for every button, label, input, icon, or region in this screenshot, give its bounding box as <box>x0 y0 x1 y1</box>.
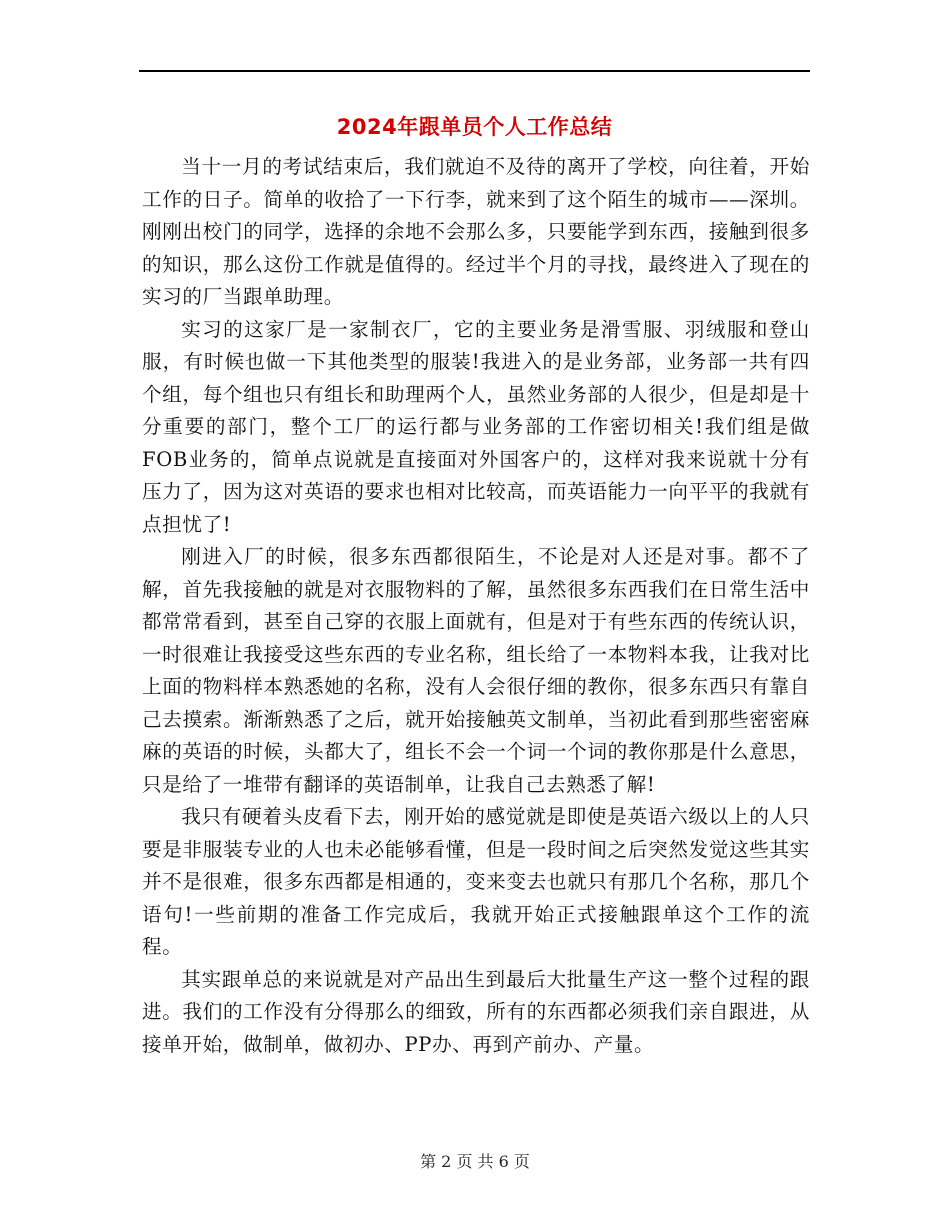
document-title: 2024年跟单员个人工作总结 <box>336 115 613 139</box>
header-rule <box>139 70 810 72</box>
paragraph: 刚进入厂的时候，很多东西都很陌生，不论是对人还是对事。都不了解，首先我接触的就是对衣服物料的了解，虽然很多东西我们在日常生活中都常常看到，甚至自己穿的衣服上面就有，但是对于有些东西的传统认识，一时很难让我接受这些东西的专业名称，组长给了一本物料本我，让我对比上面的物料样本熟悉她的名称，没有人会很仔细的教你，很多东西只有靠自己去摸索。渐渐熟悉了之后，就开始接触英文制单，当初此看到那些密密麻麻的英语的时候，头都大了，组长不会一个词一个词的教你那是什么意思，只是给了一堆带有翻译的英语制单，让我自己去熟悉了解! <box>142 545 810 796</box>
document-body <box>142 151 810 1061</box>
paragraph: 实习的这家厂是一家制衣厂，它的主要业务是滑雪服、羽绒服和登山服，有时候也做一下其他类型的服装!我进入的是业务部，业务部一共有四个组，每个组也只有组长和助理两个人，虽然业务部的人很少，但是却是十分重要的部门，整个工厂的运行都与业务部的工作密切相关!我们组是做FOB业务的，简单点说就是直接面对外国客户的，这样对我来说就十分有压力了，因为这对英语的要求也相对比较高，而英语能力一向平平的我就有点担忧了! <box>142 317 810 536</box>
paragraph: 我只有硬着头皮看下去，刚开始的感觉就是即使是英语六级以上的人只要是非服装专业的人也未必能够看懂，但是一段时间之后突然发觉这些其实并不是很难，很多东西都是相通的，变来变去也就只有那几个名称，那几个语句!一些前期的准备工作完成后，我就开始正式接触跟单这个工作的流程。 <box>142 805 810 958</box>
paragraph: 其实跟单总的来说就是对产品出生到最后大批量生产这一整个过程的跟进。我们的工作没有分得那么的细致，所有的东西都必须我们亲自跟进，从接单开始，做制单，做初办、PP办、再到产前办、产量。 <box>142 967 810 1056</box>
page-number-footer: 第 2 页 共 6 页 <box>420 1152 530 1171</box>
paragraph: 当十一月的考试结束后，我们就迫不及待的离开了学校，向往着，开始工作的日子。简单的收拾了一下行李，就来到了这个陌生的城市——深圳。刚刚出校门的同学，选择的余地不会那么多，只要能学到东西，接触到很多的知识，那么这份工作就是值得的。经过半个月的寻找，最终进入了现在的实习的厂当跟单助理。 <box>142 155 810 308</box>
